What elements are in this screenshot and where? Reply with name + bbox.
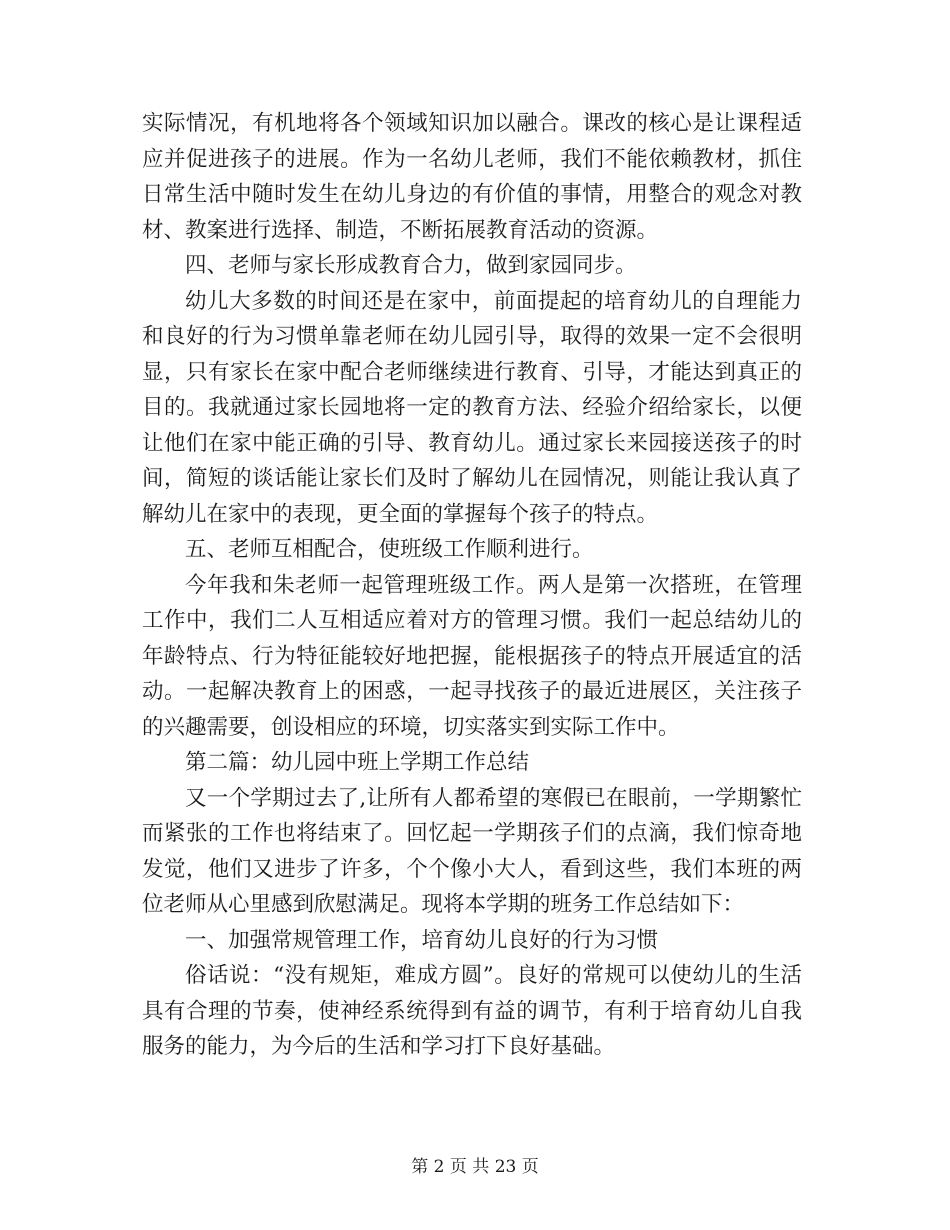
paragraph-semester-intro: 又一个学期过去了,让所有人都希望的寒假已在眼前，一学期繁忙而紧张的工作也将结束了。回忆起一学期孩子们的点滴，我们惊奇地发觉，他们又进步了许多，个个像小大人，看到这些，我们本班的两位老师从心里感到欣慰满足。现将本学期的班务工作总结如下： [142,785,802,917]
paragraph-family-cooperation: 幼儿大多数的时间还是在家中，前面提起的培育幼儿的自理能力和良好的行为习惯单靠老师在幼儿园引导，取得的效果一定不会很明显，只有家长在家中配合老师继续进行教育、引导，才能达到真正的目的。我就通过家长园地将一定的教育方法、经验介绍给家长，以便让他们在家中能正确的引导、教育幼儿。通过家长来园接送孩子的时间，简短的谈话能让家长们及时了解幼儿在园情况，则能让我认真了解幼儿在家中的表现，更全面的掌握每个孩子的特点。 [142,288,802,527]
page-number-footer: 第 2 页 共 23 页 [411,1157,539,1177]
paragraph-routine-management: 俗话说：“没有规矩，难成方圆”。良好的常规可以使幼儿的生活具有合理的节奏，使神经系统得到有益的调节，有利于培育幼儿自我服务的能力，为今后的生活和学习打下良好基础。 [142,963,802,1059]
article-two-title: 第二篇：幼儿园中班上学期工作总结 [185,750,530,775]
section-heading-four: 四、老师与家长形成教育合力，做到家园同步。 [185,253,637,278]
paragraph-intro-continued: 实际情况，有机地将各个领域知识加以融合。课改的核心是让课程适应并促进孩子的进展。作为一名幼儿老师，我们不能依赖教材，抓住日常生活中随时发生在幼儿身边的有价值的事情，用整合的观念对教材、教案进行选择、制造，不断拓展教育活动的资源。 [142,111,802,243]
section-heading-one: 一、加强常规管理工作，培育幼儿良好的行为习惯 [185,927,659,953]
document-body [142,106,802,1065]
section-heading-five: 五、老师互相配合，使班级工作顺利进行。 [185,537,594,562]
paragraph-teacher-cooperation: 今年我和朱老师一起管理班级工作。两人是第一次搭班，在管理工作中，我们二人互相适应着对方的管理习惯。我们一起总结幼儿的年龄特点、行为特征能较好地把握，能根据孩子的特点开展适宜的活动。一起解决教育上的困惑，一起寻找孩子的最近进展区，关注孩子的兴趣需要，创设相应的环境，切实落实到实际工作中。 [142,572,802,740]
